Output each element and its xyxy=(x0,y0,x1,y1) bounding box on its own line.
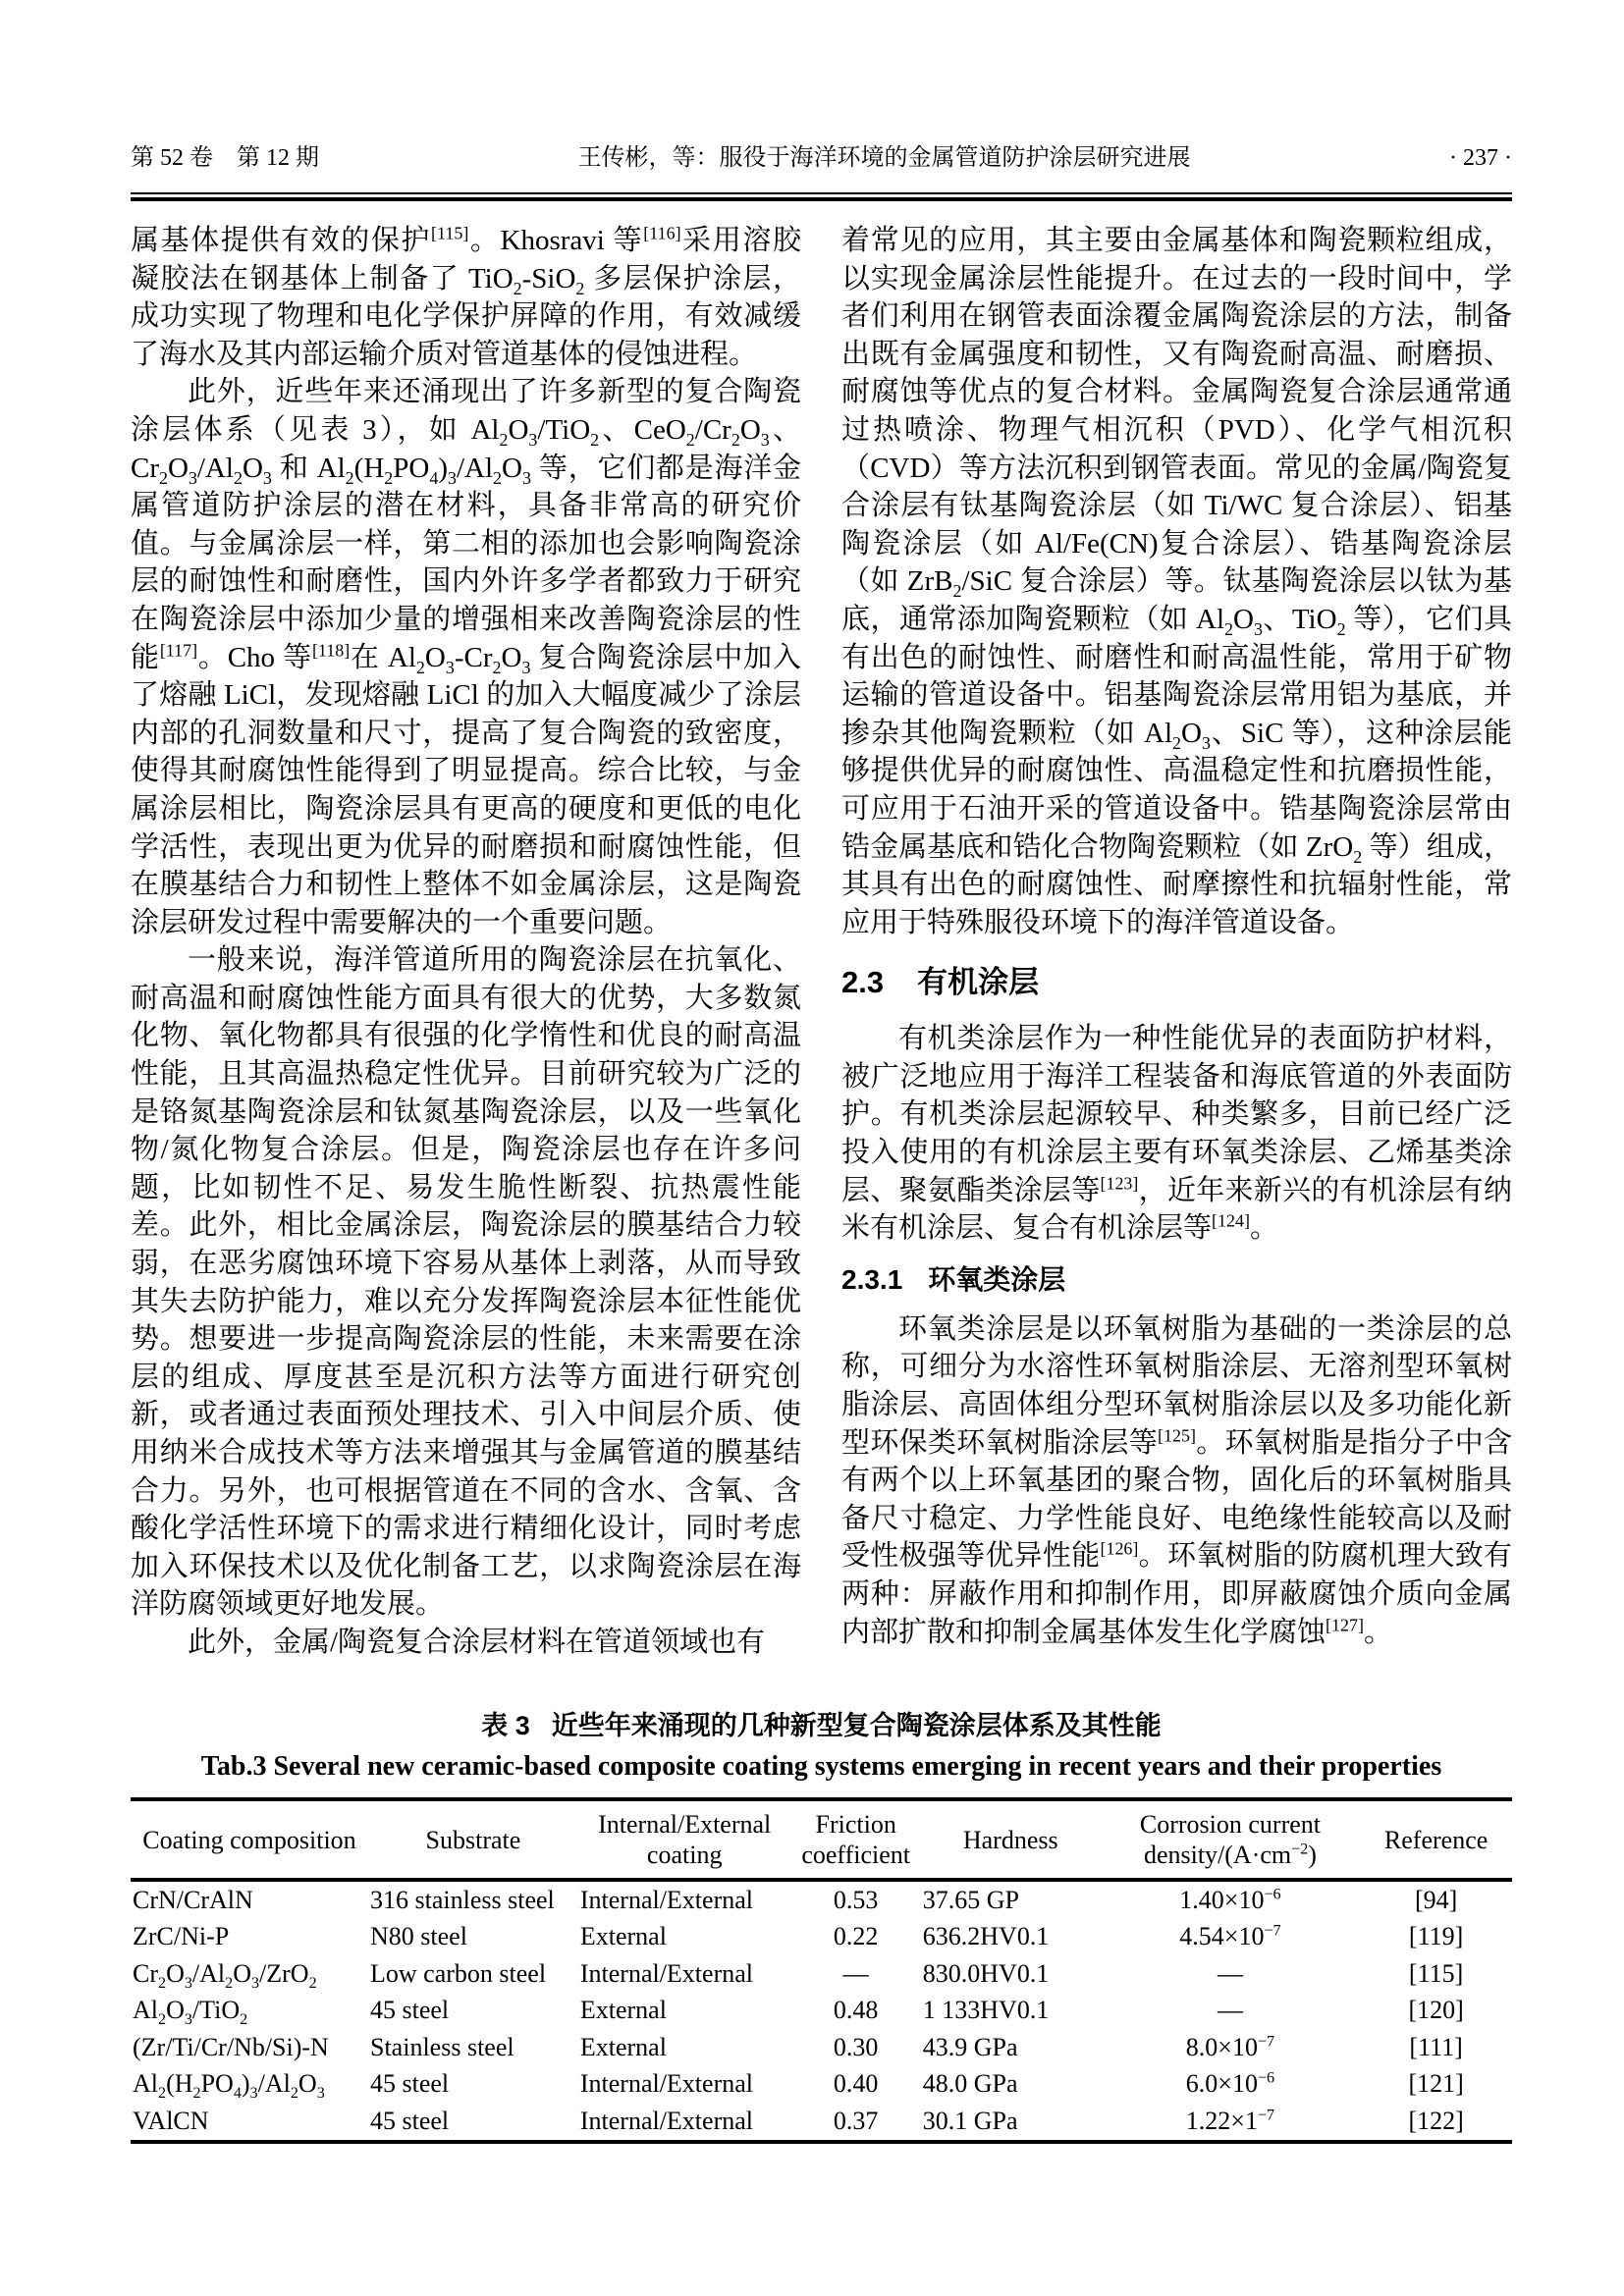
subsection-heading-epoxy-coatings xyxy=(841,1263,1512,1297)
table-cell: Internal/External xyxy=(579,1885,753,1914)
table-cell: 0.53 xyxy=(833,1885,879,1914)
table-cell: 45 steel xyxy=(370,2069,450,2099)
paragraph: 此外，近些年来还涌现出了许多新型的复合陶瓷涂层体系（见表 3），如 $Al_2O_3/TiO_2$、$CeO_2/Cr_2O_3$、$Cr_2O_3/Al_2O_3$ 和 $Al_2(H_2PO_4)_3/Al_2O_3$ 等，它们都是海洋金属管道防护涂层的潜在材料，具备非常高的研究价值。与金属涂层一样，第二相的添加也会影响陶瓷涂层的耐蚀性和耐磨性，国内外许多学者都致力于研究在陶瓷涂层中添加少量的增强相来改善陶瓷涂层的性能[117]。Cho 等[118]在 $Al_2O_3-Cr_2O_3$ 复合陶瓷涂层中加入了熔融 LiCl，发现熔融 LiCl 的加入大幅度减少了涂层内部的孔洞数量和尺寸，提高了复合陶瓷的致密度，使得其耐腐蚀性能得到了明显提高。综合比较，与金属涂层相比，陶瓷涂层具有更高的硬度和更低的电化学活性，表现出更为优异的耐磨损和耐腐蚀性能，但在膜基结合力和韧性上整体不如金属涂层，这是陶瓷涂层研发过程中需要解决的一个重要问题。 xyxy=(131,376,801,938)
table-cell: VAlCN xyxy=(133,2106,209,2135)
table-cell: $Al_2O_3/TiO_2$ xyxy=(133,1996,248,2029)
subsection-title: 环氧类涂层 xyxy=(928,1263,1066,1295)
table-cell: External xyxy=(579,1922,667,1951)
table-row xyxy=(131,2103,1512,2142)
table-cell: — xyxy=(842,1958,869,1988)
table-3-block xyxy=(131,1710,1512,2144)
table-cell: External xyxy=(579,1996,667,2025)
section-heading-organic-coatings xyxy=(841,965,1512,1000)
running-head xyxy=(131,143,1512,173)
table-cell: $Al_2(H_2PO_4)_3/Al_2O_3$ xyxy=(133,2069,325,2103)
running-title: 王传彬，等：服役于海洋环境的金属管道防护涂层研究进展 xyxy=(577,145,1191,171)
table-row xyxy=(131,1955,1512,1993)
table-cell: 37.65 GP xyxy=(922,1885,1020,1914)
table-cell: $4.54\times 10^{-7}$ xyxy=(1179,1922,1281,1951)
table-cell: Low carbon steel xyxy=(370,1958,547,1988)
table-cell: CrN/CrAlN xyxy=(133,1885,253,1914)
paragraph: 环氧类涂层是以环氧树脂为基础的一类涂层的总称，可细分为水溶性环氧树脂涂层、无溶剂型环氧树脂涂层、高固体组分型环氧树脂涂层以及多功能化新型环保类环氧树脂涂层等[125]。环氧树脂是指分子中含有两个以上环氧基团的聚合物，固化后的环氧树脂具备尺寸稳定、力学性能良好、电绝缘性能较高以及耐受性极强等优异性能[126]。环氧树脂的防腐机理大致有两种：屏蔽作用和抑制作用，即屏蔽腐蚀介质向金属内部扩散和抑制金属基体发生化学腐蚀[127]。 xyxy=(841,1312,1512,1648)
table-cell: $Cr_2O_3/Al_2O_3/ZrO_2$ xyxy=(133,1958,317,1992)
table-cell: [111] xyxy=(1409,2032,1463,2061)
table-cell: 45 steel xyxy=(370,1996,450,2025)
col-hardness: Hardness xyxy=(921,1799,1101,1880)
col-corrosion-current-density: Corrosion current density/$(A\cdot cm^{-2})$ xyxy=(1101,1799,1361,1880)
table-row xyxy=(131,1880,1512,1919)
table-cell: — xyxy=(1217,1996,1243,2025)
table-cell: Stainless steel xyxy=(370,2032,514,2061)
paragraph: 属基体提供有效的保护[115]。Khosravi 等[116]采用溶胶凝胶法在钢基体上制备了 TiO$_2$-SiO$_2$ 多层保护涂层，成功实现了物理和电化学保护屏障的作用，有效减缓了海水及其内部运输介质对管道基体的侵蚀进程。 xyxy=(131,223,801,370)
table-cell: [119] xyxy=(1408,1922,1464,1951)
table-label: 表 3 xyxy=(481,1711,530,1740)
table-cell: — xyxy=(1217,1958,1243,1988)
paragraph: 着常见的应用，其主要由金属基体和陶瓷颗粒组成，以实现金属涂层性能提升。在过去的一段时间中，学者们利用在钢管表面涂覆金属陶瓷涂层的方法，制备出既有金属强度和韧性，又有陶瓷耐高温、耐磨损、耐腐蚀等优点的复合材料。金属陶瓷复合涂层通常通过热喷涂、物理气相沉积（PVD）、化学气相沉积（CVD）等方法沉积到钢管表面。常见的金属/陶瓷复合涂层有钛基陶瓷涂层（如 Ti/WC 复合涂层）、铝基陶瓷涂层（如 Al/Fe(CN)复合涂层）、锆基陶瓷涂层（如 ZrB$_2$/SiC 复合涂层）等。钛基陶瓷涂层以钛为基底，通常添加陶瓷颗粒（如 $Al_2O_3$、TiO$_2$ 等），它们具有出色的耐蚀性、耐磨性和耐高温性能，常用于矿物运输的管道设备中。铝基陶瓷涂层常用铝为基底，并掺杂其他陶瓷颗粒（如 $Al_2O_3$、SiC 等），这种涂层能够提供优异的耐腐蚀性、高温稳定性和抗磨损性能，可应用于石油开采的管道设备中。锆基陶瓷涂层常由锆金属基底和锆化合物陶瓷颗粒（如 ZrO$_2$ 等）组成，其具有出色的耐腐蚀性、耐摩擦性和抗辐射性能，常应用于特殊服役环境下的海洋管道设备。 xyxy=(841,225,1512,938)
section-number: 2.3 xyxy=(841,965,885,1000)
table-cell: 830.0HV0.1 xyxy=(922,1958,1050,1988)
paragraph: 有机类涂层作为一种性能优异的表面防护材料，被广泛地应用于海洋工程装备和海底管道的外表面防护。有机类涂层起源较早、种类繁多，目前已经广泛投入使用的有机涂层主要有环氧类涂层、乙烯基类涂层、聚氨酯类涂层等[123]，近年来新兴的有机涂层有纳米有机涂层、复合有机涂层等[124]。 xyxy=(841,1023,1512,1245)
table-cell: External xyxy=(579,2032,667,2061)
table-cell: Internal/External xyxy=(579,2106,753,2135)
table-cell: 0.37 xyxy=(833,2106,879,2135)
table-title-text: 近些年来涌现的几种新型复合陶瓷涂层体系及其性能 xyxy=(551,1711,1162,1740)
table-cell: 0.22 xyxy=(833,1922,879,1951)
table-cell: ZrC/Ni-P xyxy=(133,1922,230,1951)
table-header-row xyxy=(131,1799,1512,1880)
table-cell: [122] xyxy=(1408,2106,1464,2135)
table-body xyxy=(131,1880,1512,2142)
table-cell: 0.30 xyxy=(833,2032,879,2061)
col-friction-coefficient: Friction coefficient xyxy=(791,1799,921,1880)
table-cell: Internal/External xyxy=(579,2069,753,2099)
table-cell: [121] xyxy=(1408,2069,1464,2099)
table-cell: Internal/External xyxy=(579,1958,753,1988)
table-cell: [120] xyxy=(1408,1996,1464,2025)
table-cell: 0.40 xyxy=(833,2069,879,2099)
table-row xyxy=(131,1919,1512,1956)
table-cell: (Zr/Ti/Cr/Nb/Si)-N xyxy=(133,2032,329,2061)
table-header xyxy=(131,1799,1512,1880)
section-title: 有机涂层 xyxy=(917,965,1040,1000)
table-cell: 43.9 GPa xyxy=(922,2032,1018,2061)
subsection-number: 2.3.1 xyxy=(841,1263,903,1295)
table-cell: $1.40\times 10^{-6}$ xyxy=(1179,1885,1281,1914)
table-title-en: Tab.3 Several new ceramic-based composite coating systems emerging in recent years and their properties xyxy=(200,1751,1442,1782)
table-cell: [94] xyxy=(1414,1885,1458,1914)
table-cell: 636.2HV0.1 xyxy=(922,1922,1050,1951)
col-reference: Reference xyxy=(1360,1799,1512,1880)
table-row xyxy=(131,1993,1512,2030)
table-row xyxy=(131,2066,1512,2104)
table-title-zh xyxy=(131,1710,1512,1741)
body-columns xyxy=(131,222,1512,1662)
paragraph: 此外，金属/陶瓷复合涂层材料在管道领域也有 xyxy=(188,1626,766,1658)
col-internal-external: Internal/External coating xyxy=(578,1799,791,1880)
table-cell: 48.0 GPa xyxy=(922,2069,1018,2099)
col-substrate: Substrate xyxy=(368,1799,578,1880)
right-column xyxy=(841,222,1512,1662)
header-rule xyxy=(131,192,1512,201)
table-cell: $1.22\times 1^{-7}$ xyxy=(1185,2106,1275,2135)
volume-issue: 第 52 卷 第 12 期 xyxy=(131,145,319,171)
table-row xyxy=(131,2029,1512,2066)
table-cell: $6.0\times 10^{-6}$ xyxy=(1185,2069,1275,2099)
col-coating-composition: Coating composition xyxy=(131,1799,368,1880)
table-cell: $8.0\times 10^{-7}$ xyxy=(1185,2032,1275,2061)
table-cell: 316 stainless steel xyxy=(370,1885,555,1914)
table-cell: N80 steel xyxy=(370,1922,467,1951)
page-number: · 237 · xyxy=(1449,145,1512,171)
table-cell: 30.1 GPa xyxy=(922,2106,1018,2135)
table-cell: [115] xyxy=(1408,1958,1464,1988)
left-column xyxy=(131,222,801,1662)
table-cell: 1 133HV0.1 xyxy=(922,1996,1050,2025)
table-3 xyxy=(131,1797,1512,2144)
table-cell: 45 steel xyxy=(370,2106,450,2135)
table-cell: 0.48 xyxy=(833,1996,879,2025)
paragraph: 一般来说，海洋管道所用的陶瓷涂层在抗氧化、耐高温和耐腐蚀性能方面具有很大的优势，大多数氮化物、氧化物都具有很强的化学惰性和优良的耐高温性能，且其高温热稳定性优异。目前研究较为广泛的是铬氮基陶瓷涂层和钛氮基陶瓷涂层，以及一些氧化物/氮化物复合涂层。但是，陶瓷涂层也存在许多问题，比如韧性不足、易发生脆性断裂、抗热震性能差。此外，相比金属涂层，陶瓷涂层的膜基结合力较弱，在恶劣腐蚀环境下容易从基体上剥落，从而导致其失去防护能力，难以充分发挥陶瓷涂层本征性能优势。想要进一步提高陶瓷涂层的性能，未来需要在涂层的组成、厚度甚至是沉积方法等方面进行研究创新，或者通过表面预处理技术、引入中间层介质、使用纳米合成技术等方法来增强其与金属管道的膜基结合力。另外，也可根据管道在不同的含水、含氧、含酸化学活性环境下的需求进行精细化设计，同时考虑加入环保技术以及优化制备工艺，以求陶瓷涂层在海洋防腐领域更好地发展。 xyxy=(131,944,801,1621)
